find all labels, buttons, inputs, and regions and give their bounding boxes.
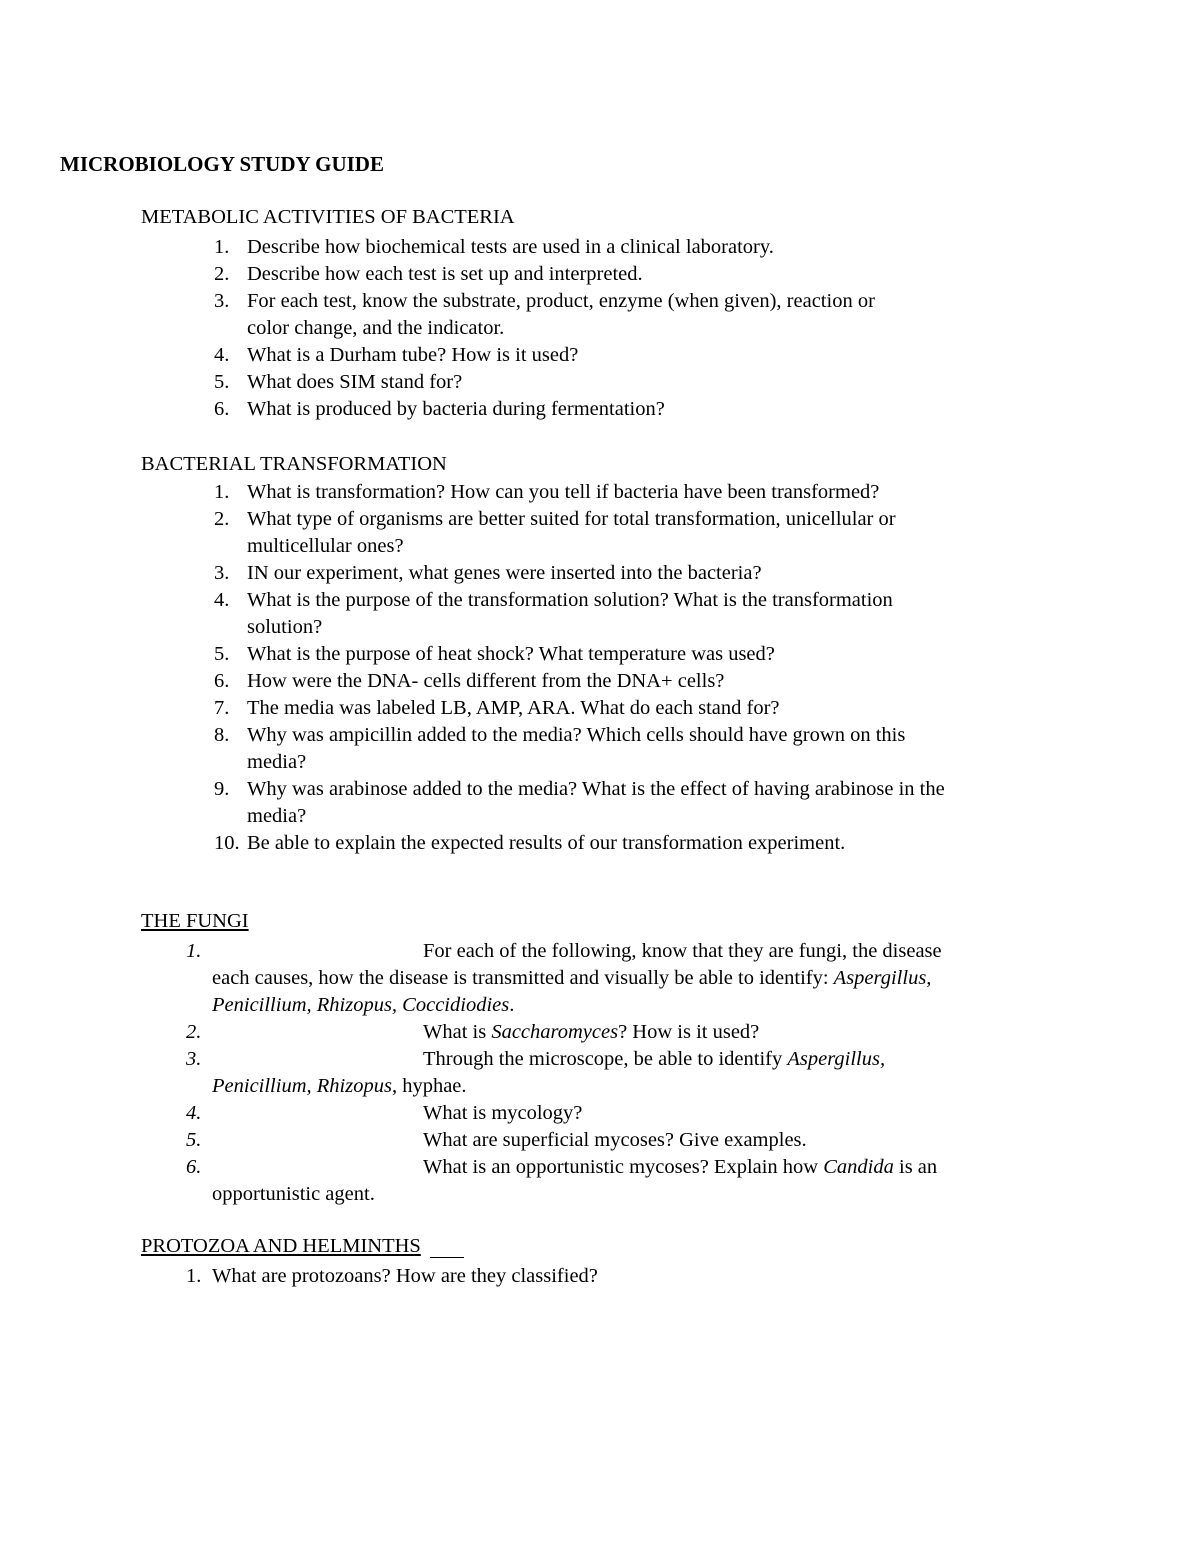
list-item-text: What does SIM stand for? [247,371,463,393]
list-number: 1. [214,236,230,258]
italic-term: Penicillium, Rhizopus, Coccidiodies [212,994,510,1016]
text-run: What is an opportunistic mycoses? Explain how [423,1156,824,1178]
text-run: each causes, how the disease is transmitted and visually be able to identify: [212,967,834,989]
list-item-text [423,1022,759,1043]
list-number: 4. [214,344,230,366]
section-heading-fungi: THE FUNGI [141,910,249,932]
list-item-text [423,1157,937,1178]
list-number: 3. [214,290,230,312]
text-run: , hyphae. [391,1075,467,1097]
list-item-text-cont: color change, and the indicator. [247,317,505,339]
italic-term: Candida [823,1156,894,1178]
list-item-text: The media was labeled LB, AMP, ARA. What do each stand for? [247,697,780,719]
list-item-text: How were the DNA- cells different from the DNA+ cells? [247,670,725,692]
section-heading-metabolic: METABOLIC ACTIVITIES OF BACTERIA [141,206,515,228]
list-item-text: What are protozoans? How are they classified? [212,1265,598,1287]
list-item-text: What is mycology? [423,1102,583,1124]
list-item-text: What is the purpose of heat shock? What temperature was used? [247,643,775,665]
list-item-text-cont: multicellular ones? [247,535,404,557]
text-run: . [509,994,515,1016]
list-item-text: What is transformation? How can you tell if bacteria have been transformed? [247,481,880,503]
list-number: 3. [186,1048,202,1070]
italic-term: Aspergillus, [833,967,932,989]
text-run: is an [893,1156,938,1178]
list-item-text-cont [212,968,931,989]
list-item-text: What are superficial mycoses? Give examples. [423,1129,807,1151]
list-item-text: What type of organisms are better suited for total transformation, unicellular or [247,508,896,530]
list-number: 5. [186,1129,202,1151]
list-number: 1. [186,940,202,962]
list-item-text-cont: opportunistic agent. [212,1183,375,1205]
list-number: 1. [214,481,230,503]
italic-term: Aspergillus, [787,1048,886,1070]
list-item-text: For each test, know the substrate, product, enzyme (when given), reaction or [247,290,875,312]
text-run: Through the microscope, be able to identify [423,1048,788,1070]
list-item-text: Why was arabinose added to the media? What is the effect of having arabinose in the [247,778,945,800]
list-item-text: What is a Durham tube? How is it used? [247,344,579,366]
list-number: 5. [214,643,230,665]
italic-term: Saccharomyces [491,1021,619,1043]
text-run: ? How is it used? [618,1021,760,1043]
list-item-text: Why was ampicillin added to the media? Which cells should have grown on this [247,724,906,746]
list-item-text: IN our experiment, what genes were inserted into the bacteria? [247,562,762,584]
list-number: 10. [214,832,240,854]
list-number: 3. [214,562,230,584]
list-number: 1. [186,1265,202,1287]
list-item-text: What is produced by bacteria during fermentation? [247,398,665,420]
list-number: 6. [186,1156,202,1178]
list-item-text-cont [212,995,514,1016]
list-item-text-cont [212,1076,467,1097]
list-number: 4. [186,1102,202,1124]
list-item-text: For each of the following, know that they are fungi, the disease [423,940,942,962]
list-item-text: Be able to explain the expected results of our transformation experiment. [247,832,846,854]
italic-term: Penicillium, Rhizopus [212,1075,392,1097]
list-number: 6. [214,670,230,692]
list-item-text: What is the purpose of the transformation solution? What is the transformation [247,589,893,611]
list-item-text: Describe how each test is set up and interpreted. [247,263,643,285]
list-number: 2. [186,1021,202,1043]
document-title: MICROBIOLOGY STUDY GUIDE [60,152,384,176]
list-number: 6. [214,398,230,420]
list-number: 4. [214,589,230,611]
list-item-text-cont: solution? [247,616,323,638]
text-run: What is [423,1021,492,1043]
list-number: 5. [214,371,230,393]
list-item-text: Describe how biochemical tests are used in a clinical laboratory. [247,236,774,258]
list-number: 9. [214,778,230,800]
list-item-text-cont: media? [247,805,307,827]
list-number: 2. [214,263,230,285]
list-item-text [423,1049,885,1070]
list-item-text-cont: media? [247,751,307,773]
list-number: 7. [214,697,230,719]
list-number: 2. [214,508,230,530]
section-heading-protozoa: PROTOZOA AND HELMINTHS [141,1235,421,1257]
list-number: 8. [214,724,230,746]
section-heading-transformation: BACTERIAL TRANSFORMATION [141,453,447,475]
heading-underline-extension [430,1257,464,1258]
